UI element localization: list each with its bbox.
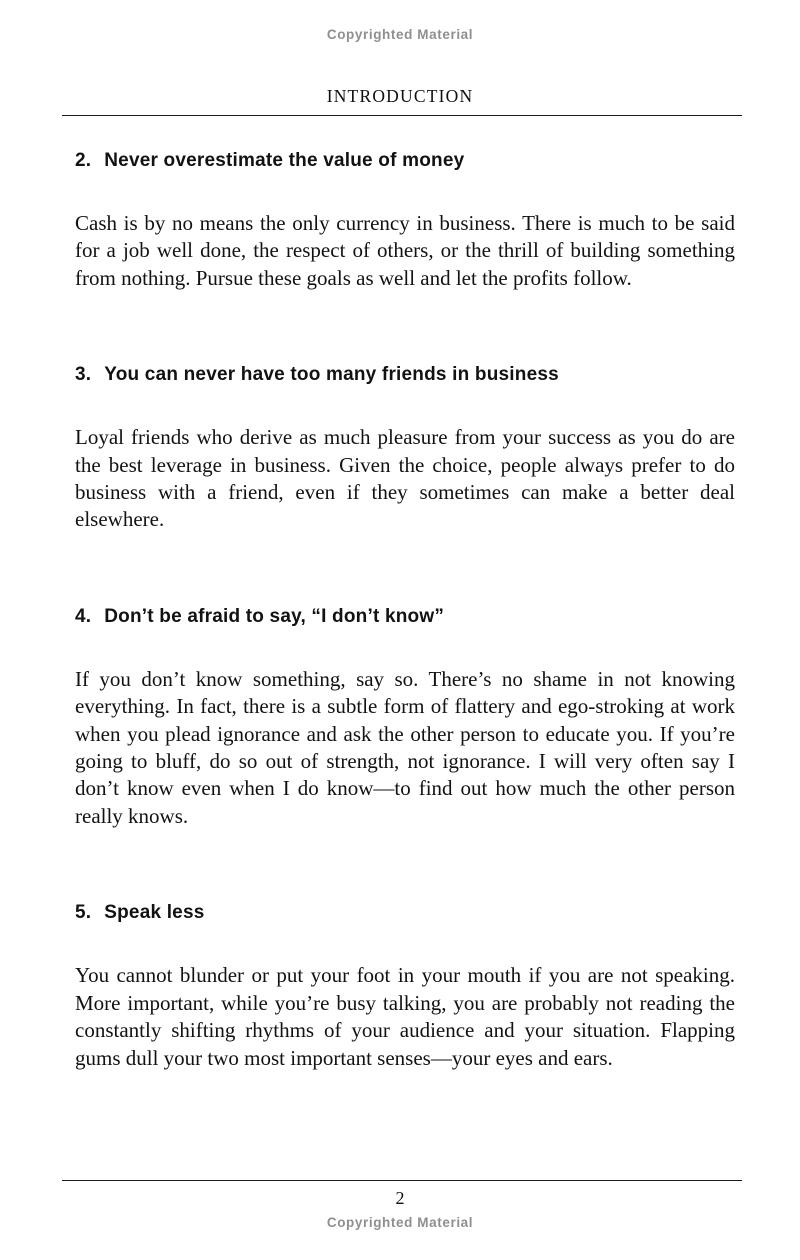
section-number: 3. [75, 364, 92, 386]
section-body: If you don’t know something, say so. There’s no shame in not knowing everything. In fact, there is a subtle form of flattery and ego-stroking at work when you plead ignorance and ask the other person to educate you. If you’re going to bluff, do so out of strength, not ignorance. I will very often say I don’t know even when I do know—to find out how much the other person really knows. [75, 666, 735, 828]
section-heading [75, 902, 735, 924]
section [75, 902, 735, 1072]
section-heading [75, 364, 735, 386]
section [75, 364, 735, 534]
section-body: Cash is by no means the only currency in business. There is much to be said for a job well done, the respect of others, or the thrill of building something from nothing. Pursue these goals as well and let the profits follow. [75, 211, 735, 290]
page-content [75, 150, 735, 1072]
page-number: 2 [395, 1188, 405, 1208]
section-body: Loyal friends who derive as much pleasure from your success as you do are the best leverage in business. Given the choice, people always prefer to do business with a friend, even if they sometimes can make a better deal elsewhere. [75, 425, 735, 532]
section-number: 2. [75, 150, 92, 171]
section-title: Never overestimate the value of money [104, 150, 465, 171]
section-body: You cannot blunder or put your foot in your mouth if you are not speaking. More important, while you’re busy talking, you are probably not reading the constantly shifting rhythms of your audience and your situation. Flapping gums dull your two most important senses—your eyes and ears. [75, 963, 735, 1070]
copyright-notice-bottom: Copyrighted Material [326, 1215, 474, 1230]
section-title: Speak less [104, 902, 205, 924]
section [75, 150, 735, 292]
section-heading [75, 150, 735, 172]
section-title: Don’t be afraid to say, “I don’t know” [104, 605, 445, 627]
running-head: INTRODUCTION [326, 86, 474, 106]
header-rule [62, 115, 742, 116]
section [75, 606, 735, 830]
section-number: 4. [75, 605, 92, 627]
footer-rule [62, 1180, 742, 1181]
section-number: 5. [75, 902, 92, 924]
section-title: You can never have too many friends in business [104, 364, 559, 386]
copyright-notice-top: Copyrighted Material [326, 27, 474, 42]
section-heading [75, 606, 735, 628]
